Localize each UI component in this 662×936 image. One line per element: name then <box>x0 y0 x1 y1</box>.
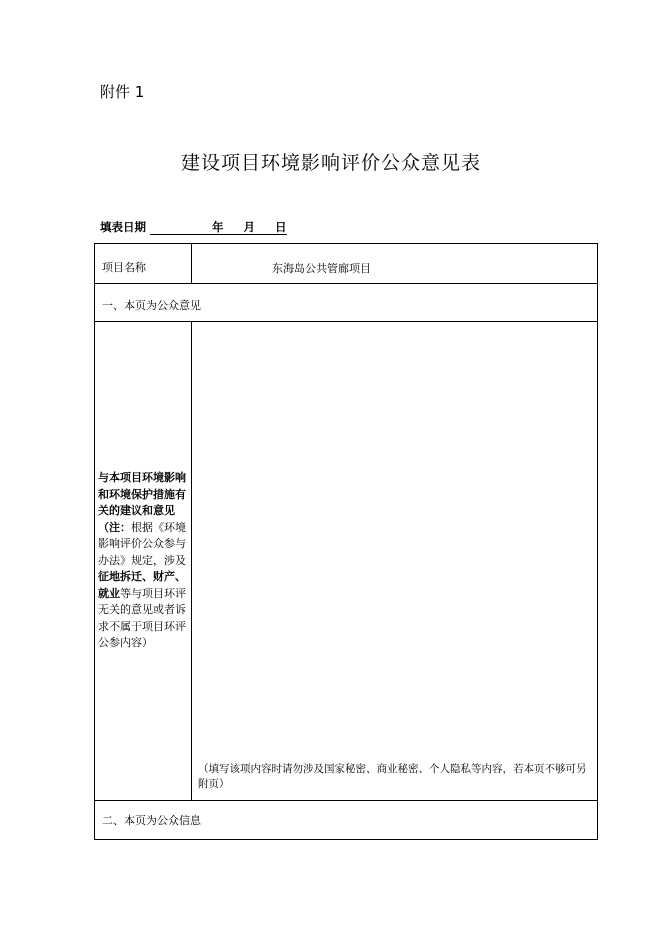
opinion-form <box>94 243 598 840</box>
row-divider-1 <box>94 283 598 284</box>
form-border-bottom <box>94 839 598 840</box>
fill-date-field[interactable] <box>150 220 287 235</box>
fill-date-row <box>100 219 287 235</box>
page-title: 建设项目环境影响评价公众意见表 <box>180 152 481 174</box>
comments-label-bold-1: 与本项目环境影响和环境保护措施有关的建议和意见（注： <box>98 471 186 534</box>
day-label: 日 <box>275 220 287 234</box>
comments-label-normal-2: 等与项目环评无关的意见或者诉求不属于项目环评公参内容） <box>98 586 186 649</box>
row-divider-2 <box>94 321 598 322</box>
month-label: 月 <box>243 220 256 234</box>
column-divider-2 <box>191 321 192 801</box>
comments-label-bold-2: 征地拆迁、财产、就业 <box>98 570 186 600</box>
form-border-left <box>94 243 95 840</box>
section2-title: 二、本页为公众信息 <box>102 814 201 827</box>
fill-date-label: 填表日期 <box>100 220 146 234</box>
section1-title: 一、本页为公众意见 <box>102 299 201 312</box>
row-divider-3 <box>94 800 598 801</box>
column-divider-1 <box>191 243 192 284</box>
comments-note: （填写该项内容时请勿涉及国家秘密、商业秘密、个人隐私等内容，若本页不够可另附页） <box>198 763 587 790</box>
project-name-value: 东海岛公共管廊项目 <box>272 262 371 275</box>
comments-label <box>98 470 188 652</box>
comments-input-area[interactable] <box>193 323 598 753</box>
annex-label: 附件 1 <box>100 83 145 101</box>
year-label: 年 <box>212 220 224 234</box>
form-border-top <box>94 243 598 244</box>
comments-label-normal-1: 根据《环境影响评价公众参与办法》规定，涉及 <box>98 520 186 567</box>
project-name-label: 项目名称 <box>102 261 146 274</box>
